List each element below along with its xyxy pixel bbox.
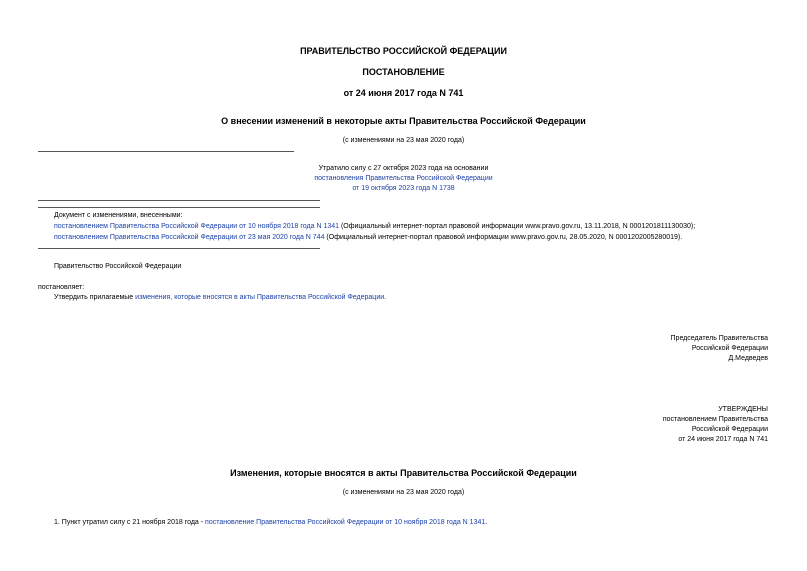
divider — [38, 248, 320, 249]
amendment-item — [54, 234, 682, 241]
approved-country: Российской Федерации — [691, 426, 768, 433]
repeal-decree-link[interactable]: постановления Правительства Российской Федерации — [314, 175, 493, 182]
signature-country: Российской Федерации — [691, 345, 768, 352]
approved-heading: УТВЕРЖДЕНЫ — [718, 406, 768, 413]
annex-title: Изменения, которые вносятся в акты Правительства Российской Федерации — [230, 468, 577, 478]
document-type: ПОСТАНОВЛЕНИЕ — [362, 67, 445, 77]
signature-position: Председатель Правительства — [670, 335, 768, 342]
divider — [38, 151, 294, 152]
document-title: О внесении изменений в некоторые акты Правительства Российской Федерации — [221, 116, 586, 126]
divider — [38, 207, 320, 208]
approved-date: от 24 июня 2017 года N 741 — [678, 436, 768, 443]
amendment-note: (Официальный интернет-портал правовой информации www.pravo.gov.ru, 13.11.2018, N 0001201811130030); — [339, 223, 696, 230]
divider — [38, 200, 320, 201]
government-name: ПРАВИТЕЛЬСТВО РОССИЙСКОЙ ФЕДЕРАЦИИ — [300, 46, 507, 56]
annex-item-link[interactable]: постановление Правительства Российской Федерации от 10 ноября 2018 года N 1341 — [205, 519, 486, 526]
annex-item — [54, 519, 487, 526]
repeal-decree-date-link[interactable]: от 19 октября 2023 года N 1738 — [352, 185, 455, 192]
amendment-link[interactable]: постановлением Правительства Российской Федерации от 23 мая 2020 года N 744 — [54, 234, 325, 241]
approve-paragraph — [54, 294, 386, 301]
document-date-number: от 24 июня 2017 года N 741 — [343, 88, 464, 98]
government-line: Правительство Российской Федерации — [54, 263, 182, 270]
annex-edition-note: (с изменениями на 23 мая 2020 года) — [342, 489, 465, 496]
decrees-word: постановляет: — [38, 284, 85, 291]
approve-suffix: . — [384, 294, 387, 301]
amendment-item — [54, 223, 695, 230]
approved-by: постановлением Правительства — [662, 416, 768, 423]
amendment-link[interactable]: постановлением Правительства Российской Федерации от 10 ноября 2018 года N 1341 — [54, 223, 340, 230]
amendments-heading: Документ с изменениями, внесенными: — [54, 212, 183, 219]
approved-changes-link[interactable]: изменения, которые вносятся в акты Правительства Российской Федерации — [135, 294, 385, 301]
annex-item-suffix: . — [485, 519, 488, 526]
approve-prefix: Утвердить прилагаемые — [54, 294, 136, 301]
signature-name: Д.Медведев — [728, 355, 768, 362]
annex-item-prefix: 1. Пункт утратил силу с 21 ноября 2018 года - — [54, 519, 206, 526]
amendment-note: (Официальный интернет-портал правовой информации www.pravo.gov.ru, 28.05.2020, N 0001202005280019). — [324, 234, 683, 241]
edition-note: (с изменениями на 23 мая 2020 года) — [342, 137, 465, 144]
repeal-status: Утратило силу с 27 октября 2023 года на основании — [318, 165, 489, 172]
